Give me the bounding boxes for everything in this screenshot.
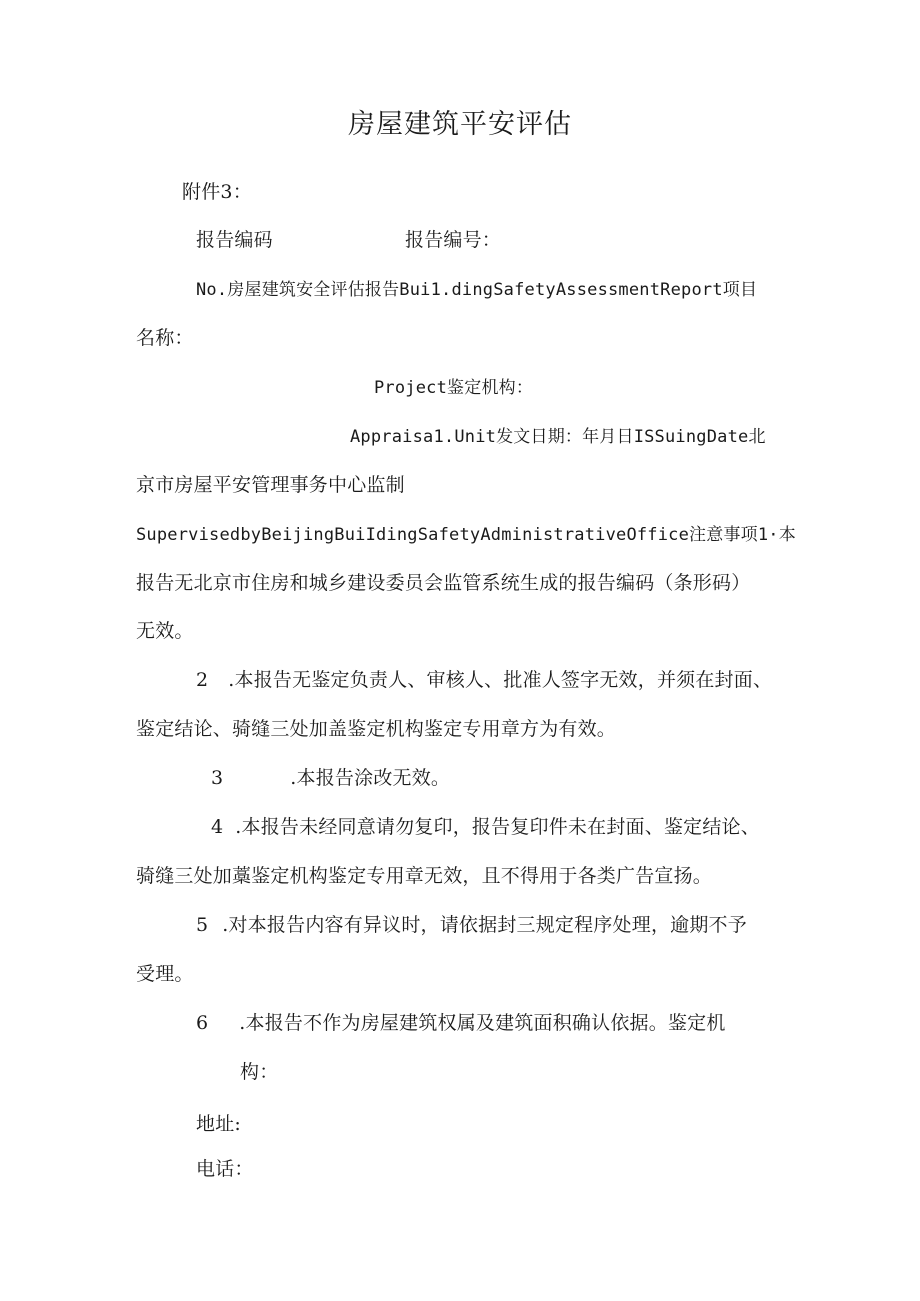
note3-line [211, 766, 450, 790]
project-name-label: 名称： [136, 327, 194, 349]
report-number-label: 报告编号： [405, 229, 502, 251]
project-appraisal-text: Project鉴定机构： [374, 378, 534, 398]
note5-line-b: 受理。 [136, 963, 194, 985]
attachment-label: 附件3： [182, 181, 252, 203]
note4-line-a [211, 815, 760, 839]
appraisal-date-text: Appraisa1.Unit发文日期：年月日ISSuingDate北 [350, 427, 766, 447]
note5-number: 5 [196, 914, 209, 936]
note3-text: .本报告涂改无效。 [290, 767, 451, 789]
note6-line-b: 构： [240, 1061, 279, 1083]
note2-text-a: .本报告无鉴定负责人、审核人、批准人签字无效，并须在封面、 [228, 669, 773, 691]
note6-line-a [196, 1011, 726, 1035]
note2-line-a [196, 668, 772, 692]
beijing-supervisor-line: 京市房屋平安管理事务中心监制 [136, 474, 405, 496]
supervised-line [136, 522, 796, 547]
report-code-label: 报告编码 [196, 229, 273, 251]
note1-line-c: 无效。 [136, 620, 194, 642]
appraisal-date-line [350, 424, 766, 449]
note5-text-a: .对本报告内容有异议时，请依据封三规定程序处理，逾期不予 [222, 914, 747, 936]
address-label: 地址: [196, 1113, 242, 1135]
report-title-text: No.房屋建筑安全评估报告Bui1.dingSafetyAssessmentReport项目 [196, 280, 758, 300]
report-title-line [196, 277, 757, 302]
note6-text-a: .本报告不作为房屋建筑权属及建筑面积确认依据。鉴定机 [239, 1012, 726, 1034]
supervised-text: SupervisedbyBeijingBuiIdingSafetyAdministrativeOffice注意事项1·本 [136, 525, 796, 545]
note4-text-a: .本报告未经同意请勿复印，报告复印件未在封面、鉴定结论、 [235, 816, 760, 838]
note3-number: 3 [211, 767, 224, 789]
phone-label: 电话： [196, 1158, 254, 1180]
note4-line-b: 骑缝三处加藁鉴定机构鉴定专用章无效，且不得用于各类广告宣扬。 [136, 865, 713, 887]
note2-line-b: 鉴定结论、骑缝三处加盖鉴定机构鉴定专用章方为有效。 [136, 718, 617, 740]
note4-number: 4 [211, 816, 224, 838]
note2-number: 2 [196, 669, 209, 691]
document-title: 房屋建筑平安评估 [348, 109, 572, 140]
note5-line-a [196, 913, 747, 937]
note6-number: 6 [196, 1012, 209, 1034]
project-appraisal-line [374, 375, 533, 400]
note1-line-b: 报告无北京市住房和城乡建设委员会监管系统生成的报告编码（条形码） [136, 572, 751, 594]
